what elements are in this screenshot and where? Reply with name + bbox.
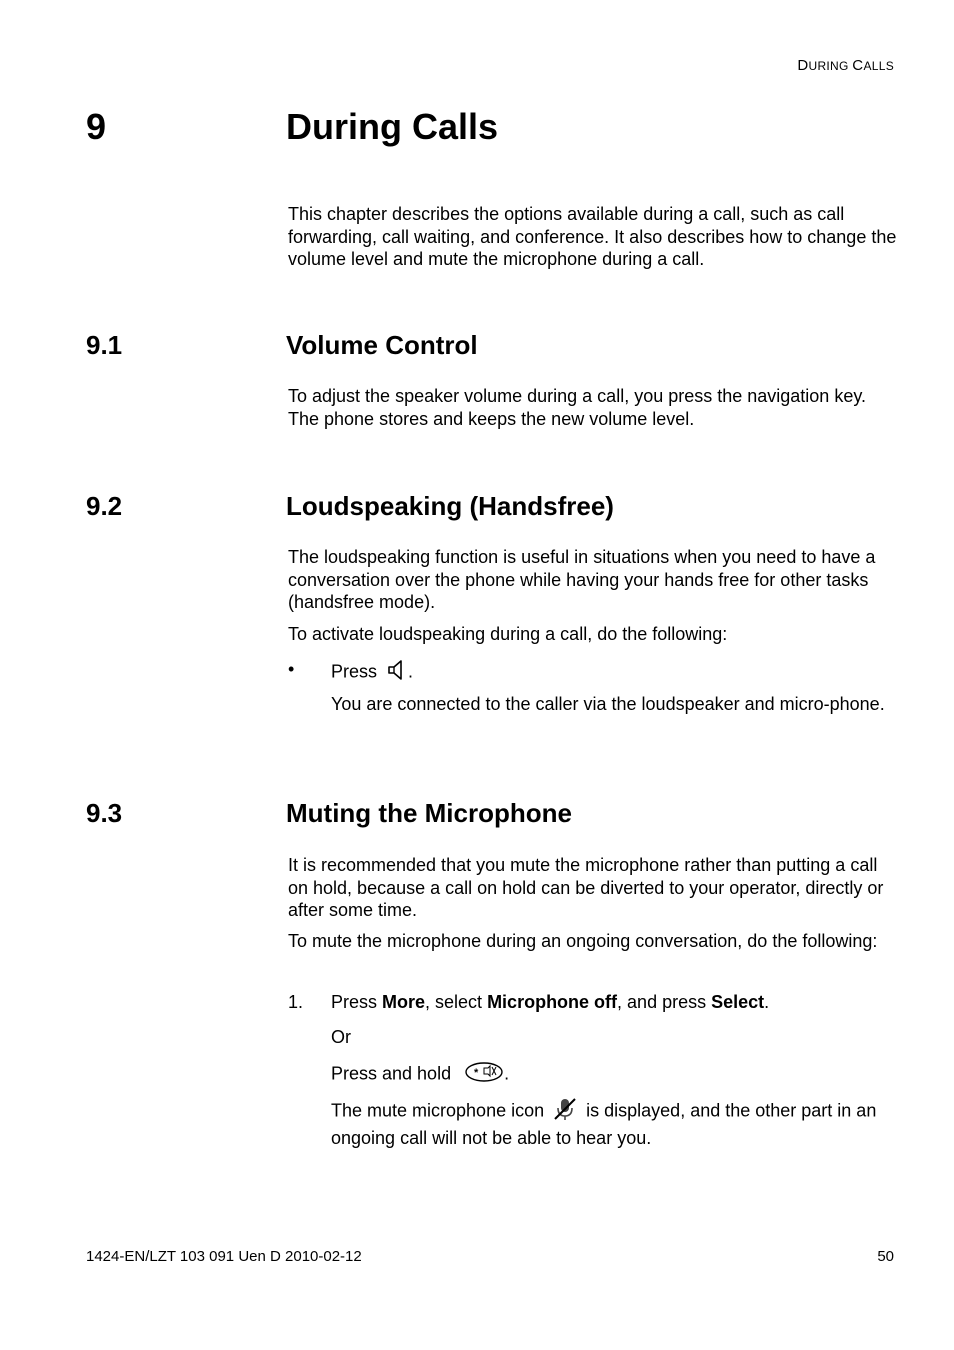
press-hold-step: Press and hold * . (331, 1061, 898, 1089)
volume-paragraph: To adjust the speaker volume during a call, you press the navigation key. The phone stores and keeps the new volume level. (288, 386, 866, 429)
footer-page-number: 50 (877, 1248, 894, 1265)
section-title-muting: Muting the Microphone (286, 798, 572, 828)
section-title-volume-control: Volume Control (286, 330, 478, 360)
chapter-intro: This chapter describes the options available during a call, such as call forwarding, call waiting, and conference. It also describes how to change the volume level and mute the microphone during a call. (288, 204, 897, 269)
muting-paragraph: It is recommended that you mute the microphone rather than putting a call on hold, because a call on hold can be diverted to your operator, directly or after some time. (288, 855, 884, 920)
mute-result: The mute microphone icon is displayed, and the other part in an ongoing call will not be able to hear you. (331, 1097, 898, 1149)
section-title-loudspeaking: Loudspeaking (Handsfree) (286, 491, 614, 521)
section-number-9-3: 9.3 (86, 798, 123, 828)
loudspeaking-instruction: To activate loudspeaking during a call, do the following: (288, 624, 728, 644)
speaker-key-icon (386, 658, 408, 688)
loudspeaking-paragraph: The loudspeaking function is useful in situations when you need to have a conversation over the phone while having your hands free for other tasks (handsfree mode). (288, 547, 876, 612)
mute-microphone-icon (552, 1097, 578, 1127)
step-number: 1. (288, 992, 304, 1012)
running-header: DURING CALLS (797, 57, 894, 74)
chapter-title: During Calls (286, 106, 499, 147)
footer-document-id: 1424-EN/LZT 103 091 Uen D 2010-02-12 (86, 1248, 362, 1265)
section-number-9-2: 9.2 (86, 491, 123, 521)
press-speaker-step: Press . (331, 658, 898, 688)
or-text: Or (331, 1027, 351, 1047)
loudspeaker-result: You are connected to the caller via the loudspeaker and micro-phone. (331, 694, 885, 714)
star-key-icon (464, 1061, 504, 1089)
chapter-number: 9 (86, 106, 107, 147)
mute-step-text: Press More, select Microphone off, and press Select. (331, 992, 770, 1012)
bullet-marker: • (288, 659, 295, 679)
section-number-9-1: 9.1 (86, 330, 123, 360)
svg-text:*: * (474, 1067, 479, 1079)
muting-instruction: To mute the microphone during an ongoing conversation, do the following: (288, 931, 878, 951)
